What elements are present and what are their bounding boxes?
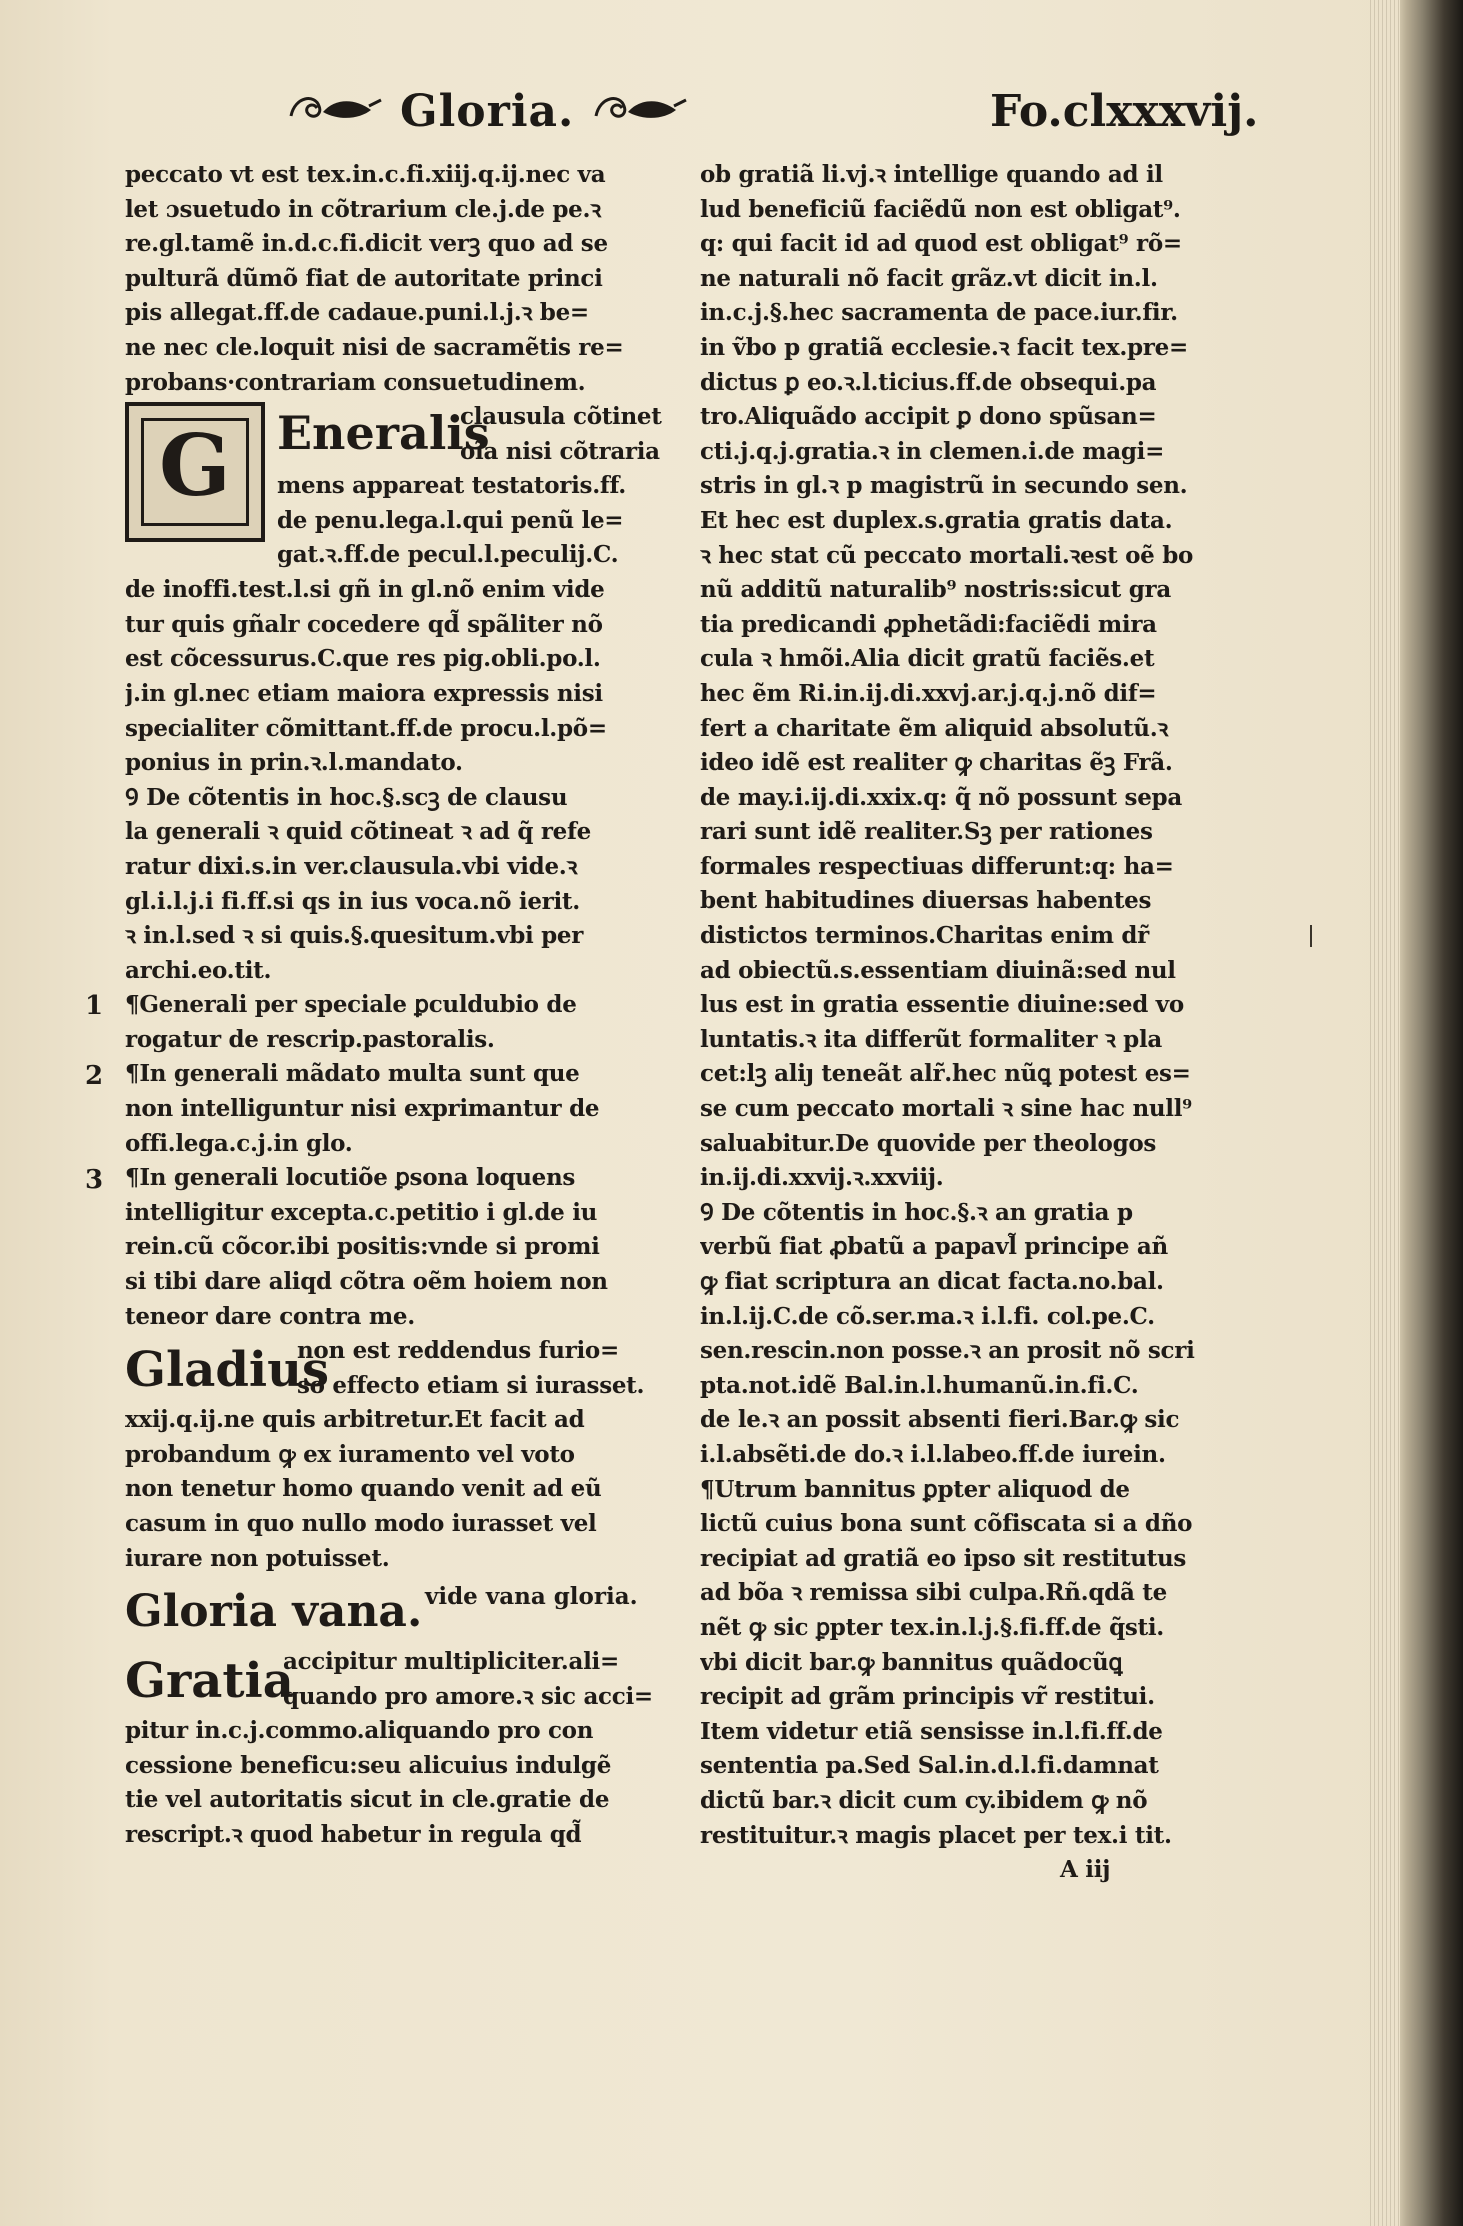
text-line: mens appareat testatoris.ff. bbox=[277, 472, 626, 500]
text-line: rescript.ꝛ quod habetur in regula qd̃ bbox=[125, 1820, 582, 1848]
text-line: offi.lega.c.j.in glo. bbox=[125, 1129, 353, 1157]
left-gladius-block bbox=[125, 1403, 685, 1576]
margin-number: 3 bbox=[85, 1165, 104, 1196]
text-line: stris in gl.ꝛ p magistrũ in secundo sen. bbox=[700, 472, 1188, 500]
text-line: luntatis.ꝛ ita differũt formaliter ꝛ pla bbox=[700, 1025, 1162, 1053]
left-bottom-block bbox=[125, 1714, 685, 1852]
margin-number: 2 bbox=[85, 1061, 104, 1092]
left-column bbox=[85, 158, 685, 1853]
text-line: pis allegat.ff.de cadaue.puni.l.j.ꝛ be= bbox=[125, 299, 589, 327]
text-line: intelligitur excepta.c.petitio i gl.de iu bbox=[125, 1198, 598, 1226]
text-line: saluabitur.De quovide per theologos bbox=[700, 1129, 1157, 1157]
text-line: lud beneficiũ faciẽdũ non est obligat⁹. bbox=[700, 195, 1181, 223]
text-line: de le.ꝛ an possit absenti fieri.Bar.ꝙ sic bbox=[700, 1406, 1180, 1434]
text-line: restituitur.ꝛ magis placet per tex.i tit. bbox=[700, 1821, 1172, 1849]
text-line: in ṽbo p gratiã ecclesie.ꝛ facit tex.pre= bbox=[700, 333, 1188, 361]
text-line: rein.cũ cõcor.ibi positis:vnde si promi bbox=[125, 1233, 600, 1261]
running-title: Gloria. bbox=[400, 86, 575, 137]
text-line: formales respectiuas differunt:q: ha= bbox=[700, 852, 1174, 880]
text-line: vbi dicit bar.ꝙ bannitus quãdocũꝗ bbox=[700, 1648, 1123, 1676]
text-line: nũ additũ naturalib⁹ nostris:sicut gra bbox=[700, 576, 1171, 604]
decorated-initial bbox=[125, 402, 265, 542]
gloria-vana-entry bbox=[125, 1576, 685, 1645]
generalis-entry bbox=[125, 400, 685, 573]
text-line: fert a charitate ẽm aliquid absolutũ.ꝛ bbox=[700, 714, 1169, 742]
text-line: ne nec cle.loquit nisi de sacramẽtis re= bbox=[125, 333, 624, 361]
text-line: ad bõa ꝛ remissa sibi culpa.Rñ.qdã te bbox=[700, 1579, 1167, 1607]
text-line: ¶Utrum bannitus ꝑpter aliquod de bbox=[700, 1475, 1130, 1503]
lemma-generalis: Eneralis bbox=[277, 406, 490, 461]
text-line: q: qui facit id ad quod est obligat⁹ rõ= bbox=[700, 230, 1182, 258]
text-line: in.ij.di.xxvij.ꝛ.xxviij. bbox=[700, 1164, 944, 1192]
text-line: i.l.absẽti.de do.ꝛ i.l.labeo.ff.de iurein. bbox=[700, 1440, 1166, 1468]
initial-letter: G bbox=[159, 416, 231, 516]
text-line: nẽt ꝙ sic ꝑpter tex.in.l.j.§.fi.ff.de q̃sti. bbox=[700, 1613, 1164, 1641]
text-line: lus est in gratia essentie diuine:sed vo bbox=[700, 991, 1184, 1019]
text-line: teneor dare contra me. bbox=[125, 1302, 415, 1330]
lemma-gladius: Gladius bbox=[125, 1342, 330, 1399]
page-header bbox=[0, 78, 1400, 158]
text-line: peccato vt est tex.in.c.fi.xiij.q.ij.nec va bbox=[125, 161, 606, 188]
text-line: ideo idẽ est realiter ꝙ charitas ẽꝫ Frã. bbox=[700, 749, 1173, 777]
text-line: accipitur multipliciter.ali= bbox=[283, 1648, 619, 1676]
margin-mark bbox=[1310, 925, 1312, 947]
text-line: let ɔsuetudo in cõtrarium cle.j.de pe.ꝛ bbox=[125, 195, 601, 223]
text-line: de penu.lega.l.qui penũ le= bbox=[277, 506, 624, 534]
text-line: de may.i.ij.di.xxix.q: q̃ nõ possunt sepa bbox=[700, 783, 1182, 811]
text-line: cti.j.q.j.gratia.ꝛ in clemen.i.de magi= bbox=[700, 437, 1165, 465]
text-line: cula ꝛ hmõi.Alia dicit gratũ faciẽs.et bbox=[700, 645, 1155, 673]
text-line: la generali ꝛ quid cõtineat ꝛ ad q̃ refe bbox=[125, 818, 591, 846]
text-line: pulturã dũmõ fiat de autoritate princi bbox=[125, 264, 603, 292]
gratia-entry bbox=[125, 1645, 685, 1714]
text-line: cessione beneficu:seu alicuius indulgẽ bbox=[125, 1751, 612, 1779]
text-line: distictos terminos.Charitas enim dr̃ bbox=[700, 922, 1149, 950]
text-line: specialiter cõmittant.ff.de procu.l.põ= bbox=[125, 714, 607, 742]
text-line: lictũ cuius bona sunt cõfiscata si a dño bbox=[700, 1510, 1193, 1538]
text-line: tro.Aliquãdo accipit ꝑ dono spũsan= bbox=[700, 403, 1157, 431]
right-column bbox=[700, 158, 1260, 1888]
text-line: dictus ꝑ eo.ꝛ.l.ticius.ff.de obsequi.pa bbox=[700, 368, 1157, 396]
text-line: in.c.j.§.hec sacramenta de pace.iur.fir. bbox=[700, 299, 1178, 327]
text-line: rogatur de rescrip.pastoralis. bbox=[125, 1025, 495, 1053]
text-line: est cõcessurus.C.que res pig.obli.po.l. bbox=[125, 645, 601, 673]
text-line: si tibi dare aliqd cõtra oẽm hoiem non bbox=[125, 1268, 608, 1296]
margin-number: 1 bbox=[85, 991, 104, 1022]
text-line: ¶In generali mãdato multa sunt que bbox=[125, 1060, 580, 1088]
text-line: sententia pa.Sed Sal.in.d.l.fi.damnat bbox=[700, 1752, 1159, 1780]
text-line: non intelliguntur nisi exprimantur de bbox=[125, 1095, 600, 1123]
text-line: tia predicandi ꝓphetãdi:faciẽdi mira bbox=[700, 610, 1157, 638]
text-line: ꝛ hec stat cũ peccato mortali.ꝛest oẽ bo bbox=[700, 541, 1194, 569]
text-line: probandum ꝙ ex iuramento vel voto bbox=[125, 1440, 575, 1468]
text-line: tur quis gñalr cocedere qd̃ spãliter nõ bbox=[125, 610, 603, 638]
text-line: archi.eo.tit. bbox=[125, 956, 272, 984]
text-line: ¶Generali per speciale ꝑculdubio de bbox=[125, 991, 577, 1019]
text-line: ad obiectũ.s.essentiam diuinã:sed nul bbox=[700, 956, 1176, 984]
text-line: in.l.ij.C.de cõ.ser.ma.ꝛ i.l.fi. col.pe.C. bbox=[700, 1302, 1155, 1330]
lemma-gratia: Gratia bbox=[125, 1653, 294, 1710]
text-line: probans·contrariam consuetudinem. bbox=[125, 368, 586, 396]
text-line: ratur dixi.s.in ver.clausula.vbi vide.ꝛ bbox=[125, 852, 578, 880]
gladius-entry bbox=[125, 1334, 685, 1403]
text-line: dictũ bar.ꝛ dicit cum cy.ibidem ꝙ nõ bbox=[700, 1786, 1148, 1814]
text-line: Ꝯ De cõtentis in hoc.§.ꝛ an gratia p bbox=[700, 1198, 1133, 1226]
text-line: oĩa nisi cõtraria bbox=[460, 437, 660, 465]
left-mid-block bbox=[85, 573, 685, 1334]
text-line: gl.i.l.j.i fi.ff.si qs in ius voca.nõ ierit. bbox=[125, 887, 580, 915]
lemma-gloria-vana: Gloria vana. bbox=[125, 1586, 423, 1638]
text-line: Ꝯ De cõtentis in hoc.§.scꝫ de clausu bbox=[125, 783, 568, 811]
text-line: so effecto etiam si iurasset. bbox=[297, 1371, 645, 1399]
text-line: Et hec est duplex.s.gratia gratis data. bbox=[700, 506, 1173, 534]
text-line: rari sunt idẽ realiter.Sꝫ per rationes bbox=[700, 818, 1153, 846]
ornament-left-icon bbox=[285, 88, 385, 128]
text-line: non est reddendus furio= bbox=[297, 1337, 619, 1365]
text-line: de inoffi.test.l.si gñ in gl.nõ enim vide bbox=[125, 576, 605, 604]
text-line: tie vel autoritatis sicut in cle.gratie de bbox=[125, 1786, 610, 1814]
text-line: iurare non potuisset. bbox=[125, 1544, 390, 1572]
text-line: ¶In generali locutiõe ꝑsona loquens bbox=[125, 1164, 576, 1192]
text-line: ob gratiã li.vj.ꝛ intellige quando ad il bbox=[700, 161, 1163, 188]
text-line: recipit ad grãm principis vr̃ restitui. bbox=[700, 1683, 1155, 1711]
text-line: hec ẽm Ri.in.ij.di.xxvj.ar.j.q.j.nõ dif= bbox=[700, 679, 1157, 707]
text-line: ne naturali nõ facit grãz.vt dicit in.l. bbox=[700, 264, 1158, 292]
ornament-right-icon bbox=[590, 88, 690, 128]
text-line: j.in gl.nec etiam maiora expressis nisi bbox=[125, 679, 603, 707]
text-line: bent habitudines diuersas habentes bbox=[700, 887, 1152, 915]
signature-mark: A iij bbox=[1060, 1856, 1111, 1884]
text-line: pta.not.idẽ Bal.in.l.humanũ.in.fi.C. bbox=[700, 1371, 1139, 1399]
left-top-block bbox=[125, 158, 685, 400]
text-line: quando pro amore.ꝛ sic acci= bbox=[283, 1682, 653, 1710]
text-line: xxij.q.ij.ne quis arbitretur.Et facit ad bbox=[125, 1406, 585, 1434]
text-line: pitur in.c.j.commo.aliquando pro con bbox=[125, 1717, 594, 1745]
text-line: re.gl.tamẽ in.d.c.fi.dicit verꝫ quo ad se bbox=[125, 230, 608, 258]
text-line: sen.rescin.non posse.ꝛ an prosit nõ scri bbox=[700, 1337, 1195, 1365]
folio-number: Fo.clxxxvij. bbox=[990, 86, 1259, 137]
text-line: Item videtur etiã sensisse in.l.fi.ff.de bbox=[700, 1717, 1163, 1745]
text-line: verbũ fiat ꝓbatũ a papavl̃ principe añ bbox=[700, 1233, 1168, 1261]
book-edge bbox=[1400, 0, 1463, 2226]
text-line: non tenetur homo quando venit ad eũ bbox=[125, 1475, 602, 1503]
text-line: clausula cõtinet bbox=[460, 403, 662, 431]
text-line: recipiat ad gratiã eo ipso sit restitutus bbox=[700, 1544, 1187, 1572]
text-line: se cum peccato mortali ꝛ sine hac null⁹ bbox=[700, 1095, 1192, 1123]
text-line: ꝛ in.l.sed ꝛ si quis.§.quesitum.vbi per bbox=[125, 922, 584, 950]
text-line: ponius in prin.ꝛ.l.mandato. bbox=[125, 749, 463, 777]
text-line: gat.ꝛ.ff.de pecul.l.peculij.C. bbox=[277, 541, 619, 569]
text-line: cet:lꝫ aliȷ teneãt alr̃.hec nũꝗ potest es= bbox=[700, 1060, 1191, 1088]
text-line: casum in quo nullo modo iurasset vel bbox=[125, 1510, 597, 1537]
cross-reference: vide vana gloria. bbox=[425, 1583, 638, 1611]
text-line: ꝙ fiat scriptura an dicat facta.no.bal. bbox=[700, 1268, 1164, 1295]
